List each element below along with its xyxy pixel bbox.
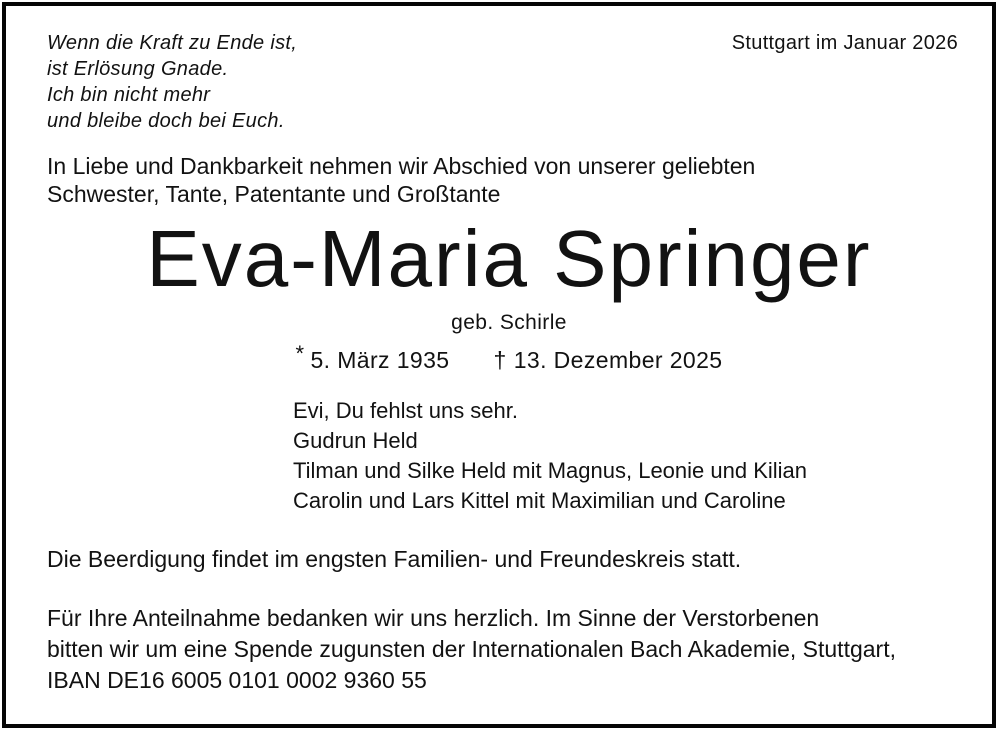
epigraph-line: ist Erlösung Gnade. bbox=[47, 58, 229, 80]
obituary-notice bbox=[6, 6, 992, 724]
family-line: Tilman und Silke Held mit Magnus, Leonie und Kilian bbox=[293, 458, 808, 483]
donation-info bbox=[47, 603, 896, 696]
intro-line: Schwester, Tante, Patentante und Großtante bbox=[47, 181, 501, 207]
maiden-name: geb. Schirle bbox=[451, 311, 567, 334]
birth-date-group bbox=[295, 341, 450, 373]
death-date: 13. Dezember 2025 bbox=[513, 347, 723, 373]
family-names bbox=[293, 396, 807, 516]
epigraph-line: Wenn die Kraft zu Ende ist, bbox=[47, 32, 298, 54]
family-line: Evi, Du fehlst uns sehr. bbox=[293, 398, 518, 423]
donation-line: IBAN DE16 6005 0101 0002 9360 55 bbox=[47, 667, 427, 693]
epigraph-line: Ich bin nicht mehr bbox=[47, 84, 211, 106]
death-symbol: † bbox=[493, 347, 507, 373]
family-line: Gudrun Held bbox=[293, 428, 418, 453]
deceased-name: Eva-Maria Springer bbox=[146, 214, 872, 303]
intro-text bbox=[47, 152, 755, 208]
intro-line: In Liebe und Dankbarkeit nehmen wir Abschied von unserer geliebten bbox=[47, 153, 756, 179]
donation-line: Für Ihre Anteilnahme bedanken wir uns herzlich. Im Sinne der Verstorbenen bbox=[47, 605, 820, 631]
epigraph-line: und bleibe doch bei Euch. bbox=[47, 110, 285, 132]
funeral-info: Die Beerdigung findet im engsten Familien- und Freundeskreis statt. bbox=[47, 546, 742, 572]
life-dates bbox=[26, 341, 992, 374]
place-dateline: Stuttgart im Januar 2026 bbox=[731, 32, 958, 54]
epigraph-poem bbox=[47, 30, 297, 134]
family-line: Carolin und Lars Kittel mit Maximilian und Caroline bbox=[293, 488, 786, 513]
birth-symbol: * bbox=[295, 341, 305, 366]
death-date-group bbox=[493, 347, 722, 373]
notice-border bbox=[2, 2, 996, 728]
donation-line: bitten wir um eine Spende zugunsten der Internationalen Bach Akademie, Stuttgart, bbox=[47, 636, 896, 662]
birth-date: 5. März 1935 bbox=[310, 347, 450, 373]
